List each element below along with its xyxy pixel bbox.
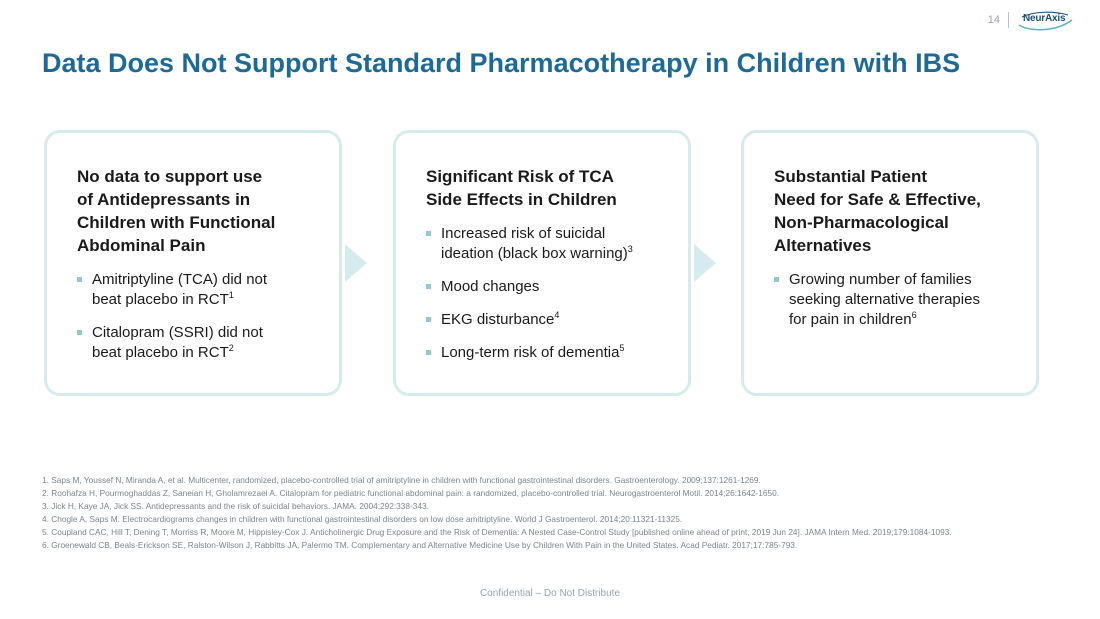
card-heading-line: Alternatives	[774, 236, 872, 255]
bullet-line: Mood changes	[441, 278, 540, 295]
arrow-right-icon	[694, 244, 716, 282]
references-list	[42, 474, 952, 552]
logo-text: NeurAxis	[1023, 13, 1066, 24]
bullet-list	[774, 270, 1016, 330]
citation-marker: 6	[911, 310, 917, 320]
page-number: 14	[987, 14, 1000, 26]
citation-marker: 2	[228, 343, 234, 353]
card-heading-line: No data to support use	[77, 167, 263, 186]
arrow-right-icon	[345, 244, 367, 282]
card-heading-line: Non-Pharmacological	[774, 213, 949, 232]
bullet-line: Citalopram (SSRI) did not	[92, 324, 263, 341]
header-divider	[1008, 12, 1009, 28]
bullet-text: beat placebo in RCT	[92, 291, 229, 308]
card-heading-line: Abdominal Pain	[77, 236, 206, 255]
card-tca-side-effects	[393, 130, 691, 396]
bullet-text: EKG disturbance	[441, 311, 555, 328]
bullet-text: Long-term risk of dementia	[441, 344, 620, 361]
bullet-list	[77, 270, 319, 363]
card-heading	[426, 165, 668, 211]
bullet-item	[426, 343, 668, 363]
bullet-item	[426, 310, 668, 330]
reference-item: 5. Coupland CAC, Hill T, Dening T, Morriss R, Moore M, Hippisley-Cox J. Anticholinergic Drug Exposure and the Risk of Dementia: A Nested Case-Control Study [published online ahead of print, 2019 Jun 24]. JAMA Intern Med. 2019;179:1084-1093.	[42, 527, 952, 537]
card-heading-line: Children with Functional	[77, 213, 276, 232]
reference-item: 4. Chogle A, Saps M. Electrocardiograms changes in children with functional gastrointestinal disorders on low dose amitriptyline. World J Gastroenterol. 2014;20:11321-11325.	[42, 514, 683, 524]
confidential-footer: Confidential – Do Not Distribute	[479, 588, 621, 599]
card-no-data-antidepressants	[44, 130, 342, 396]
bullet-item	[77, 323, 319, 363]
bullet-line: Increased risk of suicidal	[441, 225, 606, 242]
card-heading-line: Substantial Patient	[774, 167, 928, 186]
card-heading	[774, 165, 1016, 257]
reference-item: 3. Jick H, Kaye JA, Jick SS. Antidepressants and the risk of suicidal behaviors. JAMA. 2004;292:338-343.	[42, 501, 429, 511]
bullet-item	[426, 277, 668, 297]
bullet-line	[92, 290, 319, 310]
citation-marker: 1	[228, 290, 234, 300]
card-heading-line: Side Effects in Children	[426, 190, 617, 209]
card-heading-line: of Antidepressants in	[77, 190, 251, 209]
card-heading-line: Significant Risk of TCA	[426, 167, 614, 186]
bullet-line	[789, 310, 1016, 330]
bullet-line	[92, 343, 319, 363]
bullet-item	[774, 270, 1016, 330]
reference-item: 1. Saps M, Youssef N, Miranda A, et al. Multicenter, randomized, placebo-controlled trial of amitriptyline in children with functional gastrointestinal disorders. Gastroenterology. 2009;137:1261-1269.	[42, 475, 761, 485]
bullet-line	[441, 310, 668, 330]
bullet-text: beat placebo in RCT	[92, 344, 229, 361]
bullet-line: seeking alternative therapies	[789, 291, 980, 308]
reference-item: 6. Groenewald CB, Beals-Erickson SE, Ralston-Wilson J, Rabbitts JA, Palermo TM. Complementary and Alternative Medicine Use by Children With Pain in the United States. Acad Pediatr. 2017;17:785-793.	[42, 540, 798, 550]
card-patient-need	[741, 130, 1039, 396]
citation-marker: 5	[619, 343, 625, 353]
bullet-item	[426, 224, 668, 264]
bullet-line: Growing number of families	[789, 271, 972, 288]
citation-marker: 4	[554, 310, 560, 320]
card-heading-line: Need for Safe & Effective,	[774, 190, 981, 209]
bullet-line	[441, 244, 668, 264]
bullet-item	[77, 270, 319, 310]
page-title: Data Does Not Support Standard Pharmacotherapy in Children with IBS	[42, 48, 961, 78]
bullet-text: for pain in children	[789, 311, 912, 328]
bullet-line: Amitriptyline (TCA) did not	[92, 271, 268, 288]
bullet-line	[441, 343, 668, 363]
bullet-list	[426, 224, 668, 363]
reference-item: 2. Roohafza H, Pourmoghaddas Z, Saneian H, Gholamrezaei A. Citalopram for pediatric functional abdominal pain: a randomized, placebo-controlled trial. Neurogastroenterol Motil. 2014;26:1642-1650.	[42, 488, 780, 498]
bullet-text: ideation (black box warning)	[441, 245, 628, 262]
neuraxis-logo	[1016, 10, 1074, 32]
citation-marker: 3	[627, 244, 633, 254]
card-heading	[77, 165, 319, 257]
